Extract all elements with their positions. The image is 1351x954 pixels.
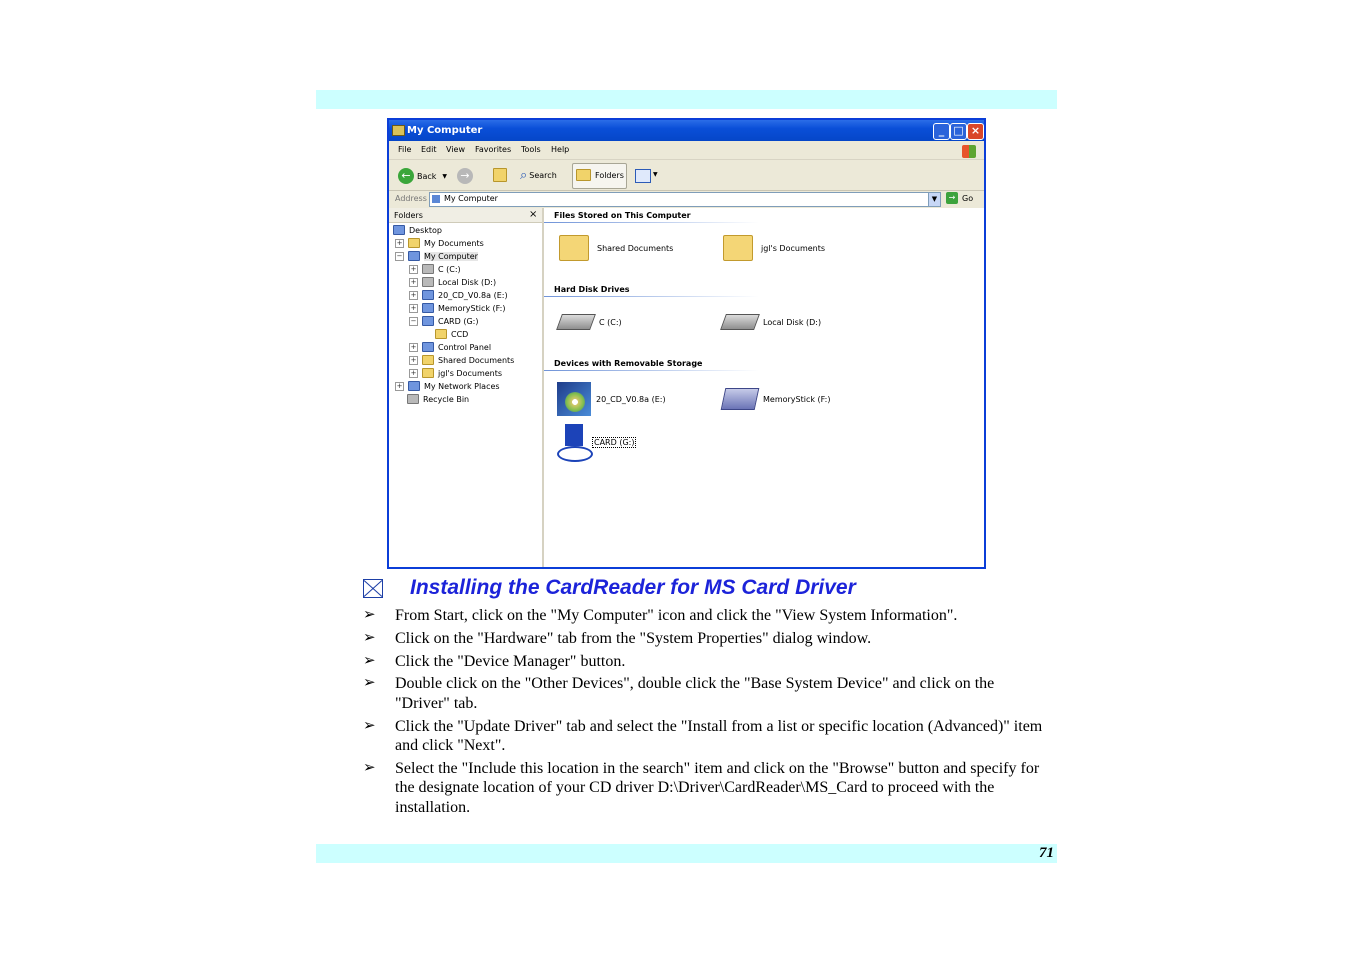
- group-divider: [544, 370, 759, 371]
- item-shared-documents[interactable]: [559, 235, 673, 261]
- menu-edit[interactable]: Edit: [421, 145, 437, 154]
- folders-button[interactable]: [572, 163, 627, 189]
- views-chevron-icon[interactable]: ▼: [653, 171, 658, 178]
- folder-icon: [422, 355, 434, 365]
- tree-label: My Computer: [424, 251, 478, 261]
- address-field[interactable]: [429, 192, 937, 207]
- item-d-drive[interactable]: [723, 314, 821, 330]
- step-text: Click the "Device Manager" button.: [395, 652, 626, 670]
- menu-bar: [389, 141, 984, 160]
- back-arrow-icon: ←: [398, 168, 414, 184]
- menu-view[interactable]: View: [446, 145, 465, 154]
- sd-card-icon: [557, 424, 589, 460]
- chevron-down-icon: ▼: [442, 172, 448, 180]
- list-item: [363, 652, 1043, 672]
- item-c-drive[interactable]: [559, 314, 622, 330]
- expand-icon[interactable]: +: [396, 381, 403, 390]
- menu-tools[interactable]: Tools: [521, 145, 541, 154]
- step-text: Double click on the "Other Devices", double click the "Base System Device" and click on the "Driver" tab.: [395, 675, 995, 712]
- arrow-bullet-icon: ➢: [363, 675, 376, 692]
- arrow-bullet-icon: ➢: [363, 759, 376, 776]
- maximize-button[interactable]: □: [950, 123, 967, 140]
- list-item: [363, 717, 1043, 756]
- recycle-bin-icon: [407, 394, 419, 404]
- folders-pane-title: Folders: [394, 211, 423, 220]
- control-panel-icon: [422, 342, 434, 352]
- expand-icon[interactable]: +: [410, 290, 417, 299]
- go-button[interactable]: Go: [962, 194, 974, 203]
- tree-item-c-drive[interactable]: [409, 263, 461, 275]
- drive-icon: [422, 264, 434, 274]
- item-jgl-documents[interactable]: [723, 235, 825, 261]
- group-heading: Files Stored on This Computer: [554, 211, 691, 220]
- group-divider: [544, 222, 759, 223]
- window-title: My Computer: [407, 125, 483, 136]
- go-arrow-icon[interactable]: →: [946, 192, 958, 204]
- expand-icon[interactable]: +: [410, 264, 417, 273]
- item-label: jgl's Documents: [761, 243, 826, 253]
- tree-item-e-drive[interactable]: [409, 289, 508, 301]
- steps-list: [363, 606, 1043, 821]
- address-dropdown-icon[interactable]: ▼: [928, 192, 941, 207]
- tree-item-f-drive[interactable]: [409, 302, 505, 314]
- memory-stick-icon: [422, 303, 434, 313]
- back-label: Back: [417, 171, 437, 181]
- close-button[interactable]: ×: [967, 123, 984, 140]
- group-divider: [544, 296, 759, 297]
- computer-icon: [408, 251, 420, 261]
- section-title: Installing the CardReader for MS Card Driver: [410, 576, 856, 599]
- search-button[interactable]: [520, 168, 557, 183]
- item-label: Local Disk (D:): [763, 317, 822, 327]
- close-pane-icon[interactable]: ×: [529, 209, 538, 220]
- tree-label: My Documents: [424, 238, 484, 248]
- desktop-icon: [393, 225, 405, 235]
- step-text: Click on the "Hardware" tab from the "System Properties" dialog window.: [395, 629, 872, 647]
- item-g-drive[interactable]: [557, 424, 635, 460]
- address-label: Address: [395, 194, 427, 203]
- tree-label: CCD: [451, 329, 469, 339]
- folder-icon: [422, 368, 434, 378]
- menu-help[interactable]: Help: [551, 145, 570, 154]
- back-button[interactable]: [398, 168, 447, 184]
- sd-card-icon: [422, 316, 434, 326]
- tree-item-ccd[interactable]: [435, 328, 468, 340]
- collapse-icon[interactable]: −: [396, 251, 403, 260]
- title-bar: [389, 120, 984, 141]
- content-pane: [544, 208, 984, 567]
- top-band: [316, 90, 1057, 109]
- arrow-bullet-icon: ➢: [363, 607, 376, 623]
- tree-label: Local Disk (D:): [438, 277, 497, 287]
- forward-arrow-icon: →: [457, 168, 473, 184]
- up-button[interactable]: [493, 168, 511, 182]
- menu-favorites[interactable]: Favorites: [475, 145, 512, 154]
- item-label: Shared Documents: [597, 243, 674, 253]
- arrow-bullet-icon: ➢: [363, 629, 376, 646]
- minimize-button[interactable]: _: [933, 123, 950, 140]
- tree-item-recycle-bin[interactable]: [407, 393, 469, 405]
- tree-label: My Network Places: [424, 381, 500, 391]
- folder-icon: [559, 235, 589, 261]
- tree-label: Control Panel: [438, 342, 492, 352]
- address-bar: [389, 191, 984, 207]
- search-icon: ⌕: [520, 168, 528, 183]
- folders-icon: [576, 169, 591, 181]
- footer-band: [316, 844, 1057, 863]
- tree-item-my-network-places[interactable]: [395, 380, 500, 392]
- tree-item-d-drive[interactable]: [409, 276, 496, 288]
- toolbar: [389, 160, 984, 191]
- item-label: MemoryStick (F:): [763, 394, 831, 404]
- search-label: Search: [529, 171, 557, 180]
- tree-label: Desktop: [409, 225, 442, 235]
- hard-drive-icon: [556, 314, 596, 330]
- tree-label: MemoryStick (F:): [438, 303, 506, 313]
- tree-label: Recycle Bin: [423, 394, 470, 404]
- group-heading: Hard Disk Drives: [554, 285, 630, 294]
- forward-button[interactable]: [457, 168, 476, 184]
- tree-item-shared-documents[interactable]: [409, 354, 514, 366]
- tree-item-g-drive[interactable]: [409, 315, 478, 327]
- views-icon[interactable]: [635, 169, 651, 183]
- step-text: Click the "Update Driver" tab and select the "Install from a list or specific location (Advanced)" item and click "Next".: [395, 717, 1043, 755]
- tree-item-jgl-documents[interactable]: [409, 367, 502, 379]
- item-label: C (C:): [599, 317, 622, 327]
- folder-icon: [723, 235, 753, 261]
- item-e-drive[interactable]: [557, 382, 666, 416]
- list-item: [363, 606, 1043, 626]
- tree-label: C (C:): [438, 264, 461, 274]
- list-item: [363, 759, 1043, 818]
- list-item: [363, 629, 1043, 649]
- expand-icon[interactable]: +: [410, 368, 417, 377]
- tree-item-desktop[interactable]: [393, 224, 442, 236]
- network-icon: [408, 381, 420, 391]
- menu-file[interactable]: File: [398, 145, 412, 154]
- arrow-bullet-icon: ➢: [363, 652, 376, 669]
- folders-pane: [389, 208, 544, 567]
- folder-up-icon: [493, 168, 507, 182]
- expand-icon[interactable]: +: [410, 277, 417, 286]
- autorun-cd-icon: [557, 382, 591, 416]
- tree-label: Shared Documents: [438, 355, 515, 365]
- tree-item-my-computer[interactable]: [395, 250, 478, 262]
- arrow-bullet-icon: ➢: [363, 717, 376, 734]
- expand-icon[interactable]: +: [396, 238, 403, 247]
- windows-logo-icon: [962, 145, 976, 158]
- tree-label: 20_CD_V0.8a (E:): [438, 290, 508, 300]
- step-text: From Start, click on the "My Computer" icon and click the "View System Information".: [395, 607, 958, 624]
- computer-icon: [432, 195, 440, 203]
- my-computer-window: [387, 118, 986, 569]
- checkbox-cross-icon: [363, 579, 383, 598]
- item-label: CARD (G:): [594, 437, 635, 447]
- folders-label: Folders: [595, 170, 624, 180]
- tree-item-my-documents[interactable]: [395, 237, 484, 249]
- expand-icon[interactable]: +: [410, 342, 417, 351]
- group-heading: Devices with Removable Storage: [554, 359, 703, 368]
- folder-icon: [408, 238, 420, 248]
- cd-drive-icon: [422, 290, 434, 300]
- folders-pane-header: [389, 208, 542, 223]
- list-item: [363, 674, 1043, 713]
- collapse-icon[interactable]: −: [410, 316, 417, 325]
- tree-label: CARD (G:): [438, 316, 479, 326]
- hard-drive-icon: [720, 314, 760, 330]
- item-label: 20_CD_V0.8a (E:): [596, 394, 666, 404]
- page-number: 71: [1039, 845, 1054, 861]
- expand-icon[interactable]: +: [410, 355, 417, 364]
- memory-stick-icon: [721, 388, 760, 410]
- drive-icon: [422, 277, 434, 287]
- expand-icon[interactable]: +: [410, 303, 417, 312]
- tree-item-control-panel[interactable]: [409, 341, 491, 353]
- my-computer-icon: [392, 125, 405, 136]
- tree-label: jgl's Documents: [438, 368, 503, 378]
- step-text: Select the "Include this location in the search" item and click on the "Browse" button and specify for the designate location of your CD driver D:\Driver\CardReader\MS_Card to proceed with the installation.: [395, 759, 1040, 816]
- section-heading: [363, 576, 856, 600]
- address-value: My Computer: [444, 194, 498, 203]
- item-f-drive[interactable]: [723, 388, 830, 410]
- folder-icon: [435, 329, 447, 339]
